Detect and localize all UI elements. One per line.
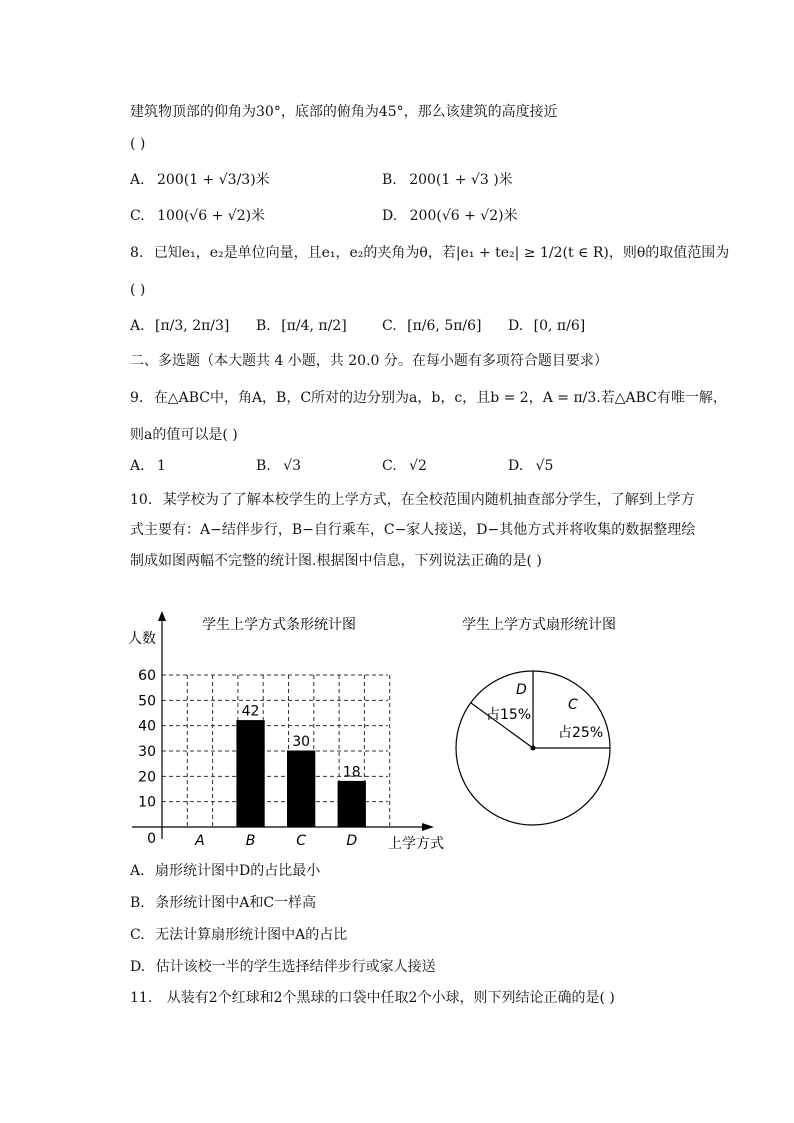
q7-option-d[interactable] [382, 206, 518, 226]
y-axis-label: 人数 [128, 631, 156, 647]
q10-option-d[interactable] [130, 957, 436, 977]
option-label: D. [130, 959, 146, 975]
q8-stem [130, 243, 729, 263]
option-text: 估计该校一半的学生选择结伴步行或家人接送 [155, 959, 436, 975]
option-text: √2 [409, 458, 427, 474]
bar-chart-title: 学生上学方式条形统计图 [202, 617, 356, 633]
y-tick-label: 50 [138, 693, 156, 710]
q8-option-a[interactable] [130, 316, 229, 336]
option-text: 无法计算扇形统计图中A的占比 [155, 927, 348, 943]
bar [288, 751, 315, 827]
option-text: √3 [283, 458, 302, 474]
option-text: 200(1 + √3 )米 [409, 172, 513, 188]
x-categories [194, 833, 357, 849]
y-tick-label: 0 [147, 831, 156, 847]
question-text: 从装有2个红球和2个黑球的口袋中任取2个小球，则下列结论正确的是( ) [166, 990, 615, 1006]
option-text: [π/4, π/2] [281, 318, 347, 334]
slice-name: D [516, 682, 527, 698]
q7-option-c[interactable] [130, 206, 265, 226]
option-label: C. [130, 208, 145, 224]
pie-center [531, 746, 536, 751]
y-tick-label: 40 [138, 718, 156, 735]
q11-stem [130, 988, 615, 1008]
pie-chart [448, 605, 648, 835]
pie-chart-title: 学生上学方式扇形统计图 [462, 617, 616, 633]
q8-option-b[interactable] [256, 316, 347, 336]
option-label: B. [256, 458, 271, 474]
question-number: 9. [130, 390, 144, 406]
option-label: D. [382, 208, 398, 224]
q10-stem-line1 [130, 490, 695, 510]
axes [132, 611, 434, 839]
y-ticks [138, 668, 156, 847]
q7-option-a[interactable] [130, 170, 270, 190]
option-label: C. [130, 927, 145, 943]
y-axis-arrow [158, 611, 166, 621]
y-tick-label: 10 [138, 794, 156, 811]
category-label: D [346, 833, 358, 849]
q10-option-b[interactable] [130, 893, 316, 913]
q7-stem: 建筑物顶部的仰角为30°，底部的俯角为45°，那么该建筑的高度接近 [130, 104, 558, 120]
pie-body [456, 671, 610, 825]
option-text: 扇形统计图中D的占比最小 [155, 863, 321, 879]
option-text: [0, π/6] [533, 318, 586, 334]
section-heading: 二、多选题（本大题共 4 小题，共 20.0 分。在每小题有多项符合题目要求） [130, 353, 608, 369]
option-label: B. [256, 318, 271, 334]
option-text: 200(1 + √3/3)米 [157, 172, 270, 188]
q9-option-c[interactable] [382, 456, 427, 476]
x-axis-arrow [422, 823, 434, 831]
y-tick-label: 20 [138, 769, 156, 786]
q8-option-d[interactable] [508, 316, 585, 336]
data-label: 42 [241, 703, 260, 720]
question-number: 10. [130, 492, 153, 508]
question-text: 已知e₁，e₂是单位向量，且e₁，e₂的夹角为θ，若|e₁ + te₂| ≥ 1/2(t ∈ R)，则θ的取值范围为 [153, 245, 730, 261]
category-label: B [245, 833, 256, 849]
question-number: 11. [130, 990, 153, 1006]
option-label: A. [130, 458, 145, 474]
q10-stem-line2: 式主要有：A−结伴步行，B−自行乘车，C−家人接送，D−其他方式并将收集的数据整理绘 [130, 522, 696, 538]
option-label: D. [508, 458, 524, 474]
option-text: [π/6, 5π/6] [407, 318, 482, 334]
slice-label: 占25% [558, 725, 604, 741]
category-label: C [296, 833, 307, 849]
option-label: D. [508, 318, 524, 334]
bar-chart [120, 605, 460, 855]
option-text: [π/3, 2π/3] [155, 318, 230, 334]
bar [338, 781, 365, 827]
q10-stem-line3: 制成如图两幅不完整的统计图.根据图中信息，下列说法正确的是( ) [130, 553, 542, 569]
option-text: 100(√6 + √2)米 [157, 208, 266, 224]
option-label: C. [382, 318, 397, 334]
q9-option-a[interactable] [130, 456, 166, 476]
option-label: B. [382, 172, 397, 188]
q7-answer-paren: ( ) [130, 136, 146, 152]
data-label: 30 [292, 734, 311, 750]
q9-stem-line2: 则a的值可以是( ) [130, 427, 238, 443]
q9-option-d[interactable] [508, 456, 553, 476]
question-number: 8. [130, 245, 144, 261]
y-tick-label: 30 [138, 744, 156, 760]
option-text: 1 [157, 458, 166, 474]
question-text: 某学校为了了解本校学生的上学方式，在全校范围内随机抽查部分学生，了解到上学方 [162, 492, 695, 508]
category-label: A [195, 833, 205, 849]
q10-option-a[interactable] [130, 861, 320, 881]
data-label: 18 [342, 764, 361, 781]
option-text: √5 [535, 458, 554, 474]
q8-answer-paren: ( ) [130, 282, 146, 298]
option-label: C. [382, 458, 397, 474]
question-text: 在△ABC中，角A，B，C所对的边分别为a，b，c，且b = 2，A = π/3.若△ABC有唯一解， [153, 390, 727, 406]
option-text: 条形统计图中A和C一样高 [155, 895, 317, 911]
slice-label: 占15% [486, 707, 532, 723]
option-label: A. [130, 172, 145, 188]
option-label: A. [130, 863, 145, 879]
y-tick-label: 60 [138, 668, 156, 684]
option-label: B. [130, 895, 145, 911]
q7-option-b[interactable] [382, 170, 513, 190]
option-label: A. [130, 318, 145, 334]
slice-name: C [568, 697, 578, 713]
option-text: 200(√6 + √2)米 [409, 208, 518, 224]
bar [237, 721, 264, 827]
q10-option-c[interactable] [130, 925, 347, 945]
q9-option-b[interactable] [256, 456, 301, 476]
q9-stem [130, 388, 727, 408]
q8-option-c[interactable] [382, 316, 482, 336]
x-axis-label: 上学方式 [388, 836, 444, 852]
